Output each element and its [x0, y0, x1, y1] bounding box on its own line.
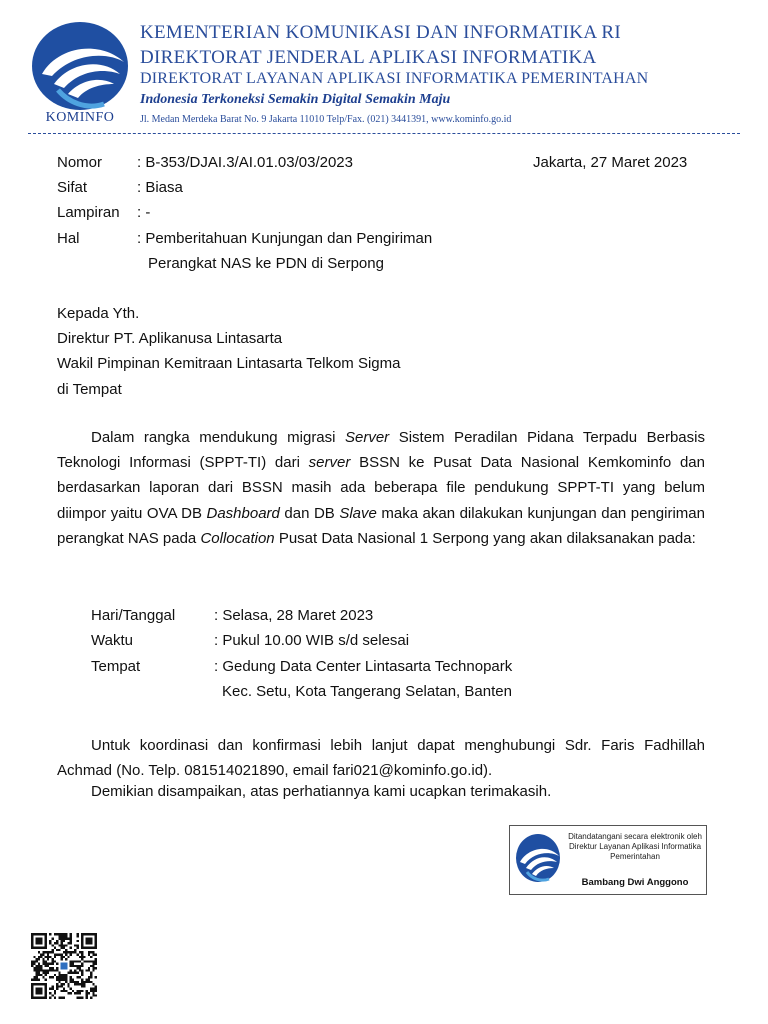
schedule-day-value: : Selasa, 28 Maret 2023: [214, 607, 374, 624]
recipient-greeting: Kepada Yth.: [57, 305, 140, 322]
electronic-signature-box: [509, 825, 707, 895]
closing-paragraph: Demikian disampaikan, atas perhatiannya kami ucapkan terimakasih.: [91, 783, 552, 800]
nomor-label: Nomor: [57, 154, 103, 171]
lampiran-value: : -: [137, 204, 151, 221]
sifat-value: : Biasa: [137, 179, 183, 196]
schedule-time-label: Waktu: [91, 632, 133, 649]
letterhead-divider: [28, 133, 740, 134]
schedule-day-label: Hari/Tanggal: [91, 607, 176, 624]
lampiran-label: Lampiran: [57, 204, 120, 221]
hal-value-line2: Perangkat NAS ke PDN di Serpong: [148, 255, 384, 272]
kominfo-logo: [28, 18, 133, 114]
body-paragraph: Dalam rangka mendukung migrasi Server Sistem Peradilan Pidana Terpadu Berbasis Teknologi Informasi (SPPT-TI) dari server BSSN ke Pusat Data Nasional Kemkominfo dan berdasarkan laporan dari BSSN masih ada beberapa file pendukung SPPT-TI yang belum diimpor yaitu OVA DB Dashboard dan DB Slave maka akan dilakukan kunjungan dan pengiriman perangkat NAS pada Collocation Pusat Data Nasional 1 Serpong yang akan dilaksanakan pada:: [57, 429, 705, 547]
kominfo-logo: [514, 832, 562, 884]
ministry-name: KEMENTERIAN KOMUNIKASI DAN INFORMATIKA RI: [140, 22, 621, 43]
recipient-line: Direktur PT. Aplikanusa Lintasarta: [57, 330, 283, 347]
qr-code: [31, 933, 97, 999]
office-address: Jl. Medan Merdeka Barat No. 9 Jakarta 11010 Telp/Fax. (021) 3441391, www.kominfo.go.id: [140, 114, 512, 125]
nomor-value: : B-353/DJAI.3/AI.01.03/03/2023: [137, 154, 353, 171]
motto: Indonesia Terkoneksi Semakin Digital Semakin Maju: [140, 92, 451, 107]
schedule-place-label: Tempat: [91, 658, 141, 675]
recipient-location: di Tempat: [57, 381, 122, 398]
sifat-label: Sifat: [57, 179, 88, 196]
directorate-name: DIREKTORAT LAYANAN APLIKASI INFORMATIKA PEMERINTAHAN: [140, 70, 649, 87]
schedule-time-value: : Pukul 10.00 WIB s/d selesai: [214, 632, 410, 649]
schedule-place-value-line2: Kec. Setu, Kota Tangerang Selatan, Banten: [222, 683, 512, 700]
directorate-general-name: DIREKTORAT JENDERAL APLIKASI INFORMATIKA: [140, 47, 597, 68]
place-date: Jakarta, 27 Maret 2023: [533, 154, 688, 171]
signature-note: Ditandatangani secara elektronik oleh Direktur Layanan Aplikasi Informatika Pemerintahan: [568, 832, 702, 861]
hal-value-line1: : Pemberitahuan Kunjungan dan Pengiriman: [137, 230, 433, 247]
contact-paragraph: Untuk koordinasi dan konfirmasi lebih lanjut dapat menghubungi Sdr. Faris Fadhillah Achmad (No. Telp. 081514021890, email fari021@kominfo.go.id).: [57, 737, 705, 780]
schedule-place-value: : Gedung Data Center Lintasarta Technopark: [214, 658, 513, 675]
signatory-name: Bambang Dwi Anggono: [581, 877, 689, 888]
hal-label: Hal: [57, 230, 80, 247]
recipient-line: Wakil Pimpinan Kemitraan Lintasarta Telkom Sigma: [57, 355, 401, 372]
logo-wordmark: KOMINFO: [45, 110, 115, 125]
